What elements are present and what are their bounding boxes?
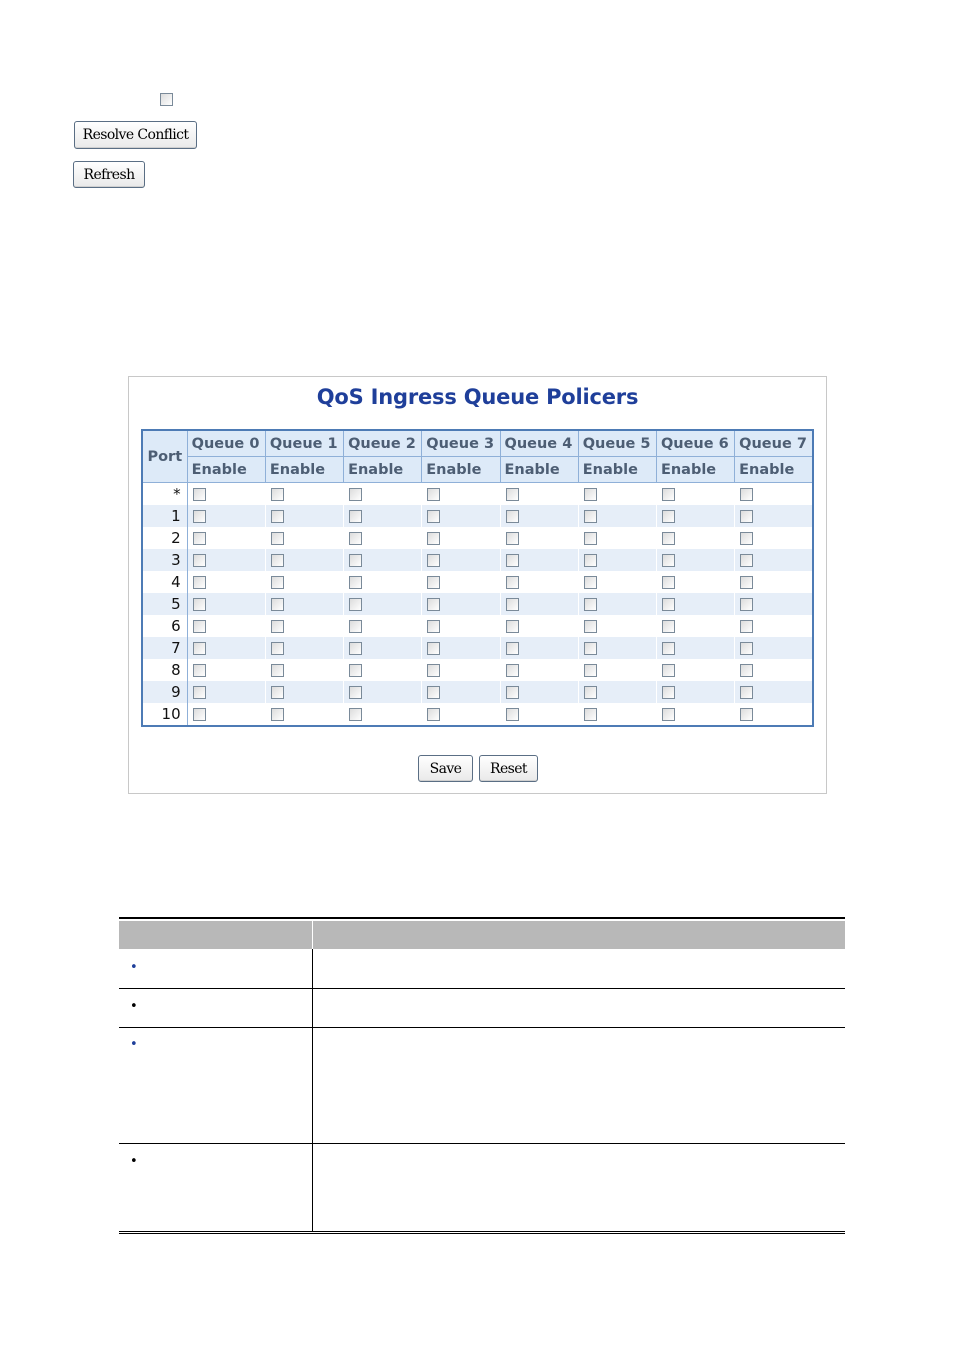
queue-3-enable-header: Enable (422, 457, 500, 483)
port-label: 3 (142, 549, 187, 571)
table-row (142, 703, 813, 726)
queue-enable-cell (265, 549, 343, 571)
queue-enable-cell (500, 571, 578, 593)
row-divider (119, 1027, 845, 1028)
queue-enable-cell (735, 593, 813, 615)
queue-enable-cell (735, 703, 813, 726)
queue-enable-cell (500, 659, 578, 681)
column-divider (312, 949, 313, 1232)
table-row (142, 505, 813, 527)
queue-enable-cell (578, 615, 656, 637)
queue-enable-cell (265, 571, 343, 593)
queue-5-enable-checkbox[interactable] (584, 708, 597, 721)
queue-enable-cell (344, 681, 422, 703)
queue-3-enable-checkbox[interactable] (427, 620, 440, 633)
queue-1-enable-checkbox[interactable] (271, 664, 284, 677)
queue-enable-cell (422, 549, 500, 571)
queue-5-enable-checkbox[interactable] (584, 598, 597, 611)
queue-4-enable-checkbox[interactable] (506, 642, 519, 655)
queue-enable-cell (422, 637, 500, 659)
queue-3-enable-checkbox[interactable] (427, 686, 440, 699)
queue-0-enable-checkbox[interactable] (193, 664, 206, 677)
queue-enable-cell (500, 483, 578, 506)
queue-enable-cell (265, 505, 343, 527)
queue-enable-cell (422, 659, 500, 681)
port-label: 6 (142, 615, 187, 637)
queue-enable-cell (265, 527, 343, 549)
bullet-icon: • (130, 960, 138, 975)
queue-enable-cell (735, 637, 813, 659)
queue-1-enable-checkbox[interactable] (271, 488, 284, 501)
queue-enable-cell (187, 659, 265, 681)
queue-7-header: Queue 7 (735, 430, 813, 457)
table-bottom-rule (119, 1231, 845, 1234)
queue-enable-cell (344, 571, 422, 593)
queue-enable-cell (344, 659, 422, 681)
port-label: 9 (142, 681, 187, 703)
queue-5-enable-checkbox[interactable] (584, 488, 597, 501)
queue-enable-cell (422, 483, 500, 506)
bullet-icon: • (130, 1037, 138, 1052)
queue-7-enable-checkbox[interactable] (740, 488, 753, 501)
queue-enable-cell (187, 703, 265, 726)
queue-enable-cell (265, 659, 343, 681)
queue-3-header: Queue 3 (422, 430, 500, 457)
queue-1-enable-checkbox[interactable] (271, 642, 284, 655)
queue-enable-cell (344, 615, 422, 637)
queue-7-enable-checkbox[interactable] (740, 642, 753, 655)
queue-2-enable-checkbox[interactable] (349, 598, 362, 611)
table-row (142, 659, 813, 681)
queue-2-enable-checkbox[interactable] (349, 488, 362, 501)
queue-enable-cell (422, 615, 500, 637)
queue-5-enable-checkbox[interactable] (584, 620, 597, 633)
queue-6-enable-checkbox[interactable] (662, 620, 675, 633)
queue-3-enable-checkbox[interactable] (427, 598, 440, 611)
queue-enable-cell (422, 703, 500, 726)
queue-enable-cell (265, 483, 343, 506)
queue-enable-cell (656, 483, 734, 506)
queue-enable-cell (344, 703, 422, 726)
queue-enable-cell (422, 593, 500, 615)
queue-enable-cell (187, 593, 265, 615)
queue-0-enable-checkbox[interactable] (193, 620, 206, 633)
table-top-rule (119, 917, 845, 919)
queue-enable-cell (656, 593, 734, 615)
queue-4-enable-checkbox[interactable] (506, 554, 519, 567)
queue-3-enable-checkbox[interactable] (427, 510, 440, 523)
table-row (142, 681, 813, 703)
queue-7-enable-checkbox[interactable] (740, 708, 753, 721)
refresh-button[interactable]: Refresh (73, 161, 145, 188)
queue-enable-cell (500, 703, 578, 726)
queue-enable-cell (422, 571, 500, 593)
queue-7-enable-checkbox[interactable] (740, 664, 753, 677)
queue-enable-cell (344, 505, 422, 527)
queue-1-enable-checkbox[interactable] (271, 532, 284, 545)
queue-5-enable-checkbox[interactable] (584, 642, 597, 655)
queue-enable-cell (265, 637, 343, 659)
queue-enable-cell (187, 527, 265, 549)
queue-6-enable-header: Enable (656, 457, 734, 483)
queue-enable-cell (500, 615, 578, 637)
queue-0-enable-checkbox[interactable] (193, 708, 206, 721)
queue-enable-cell (187, 681, 265, 703)
queue-enable-cell (344, 549, 422, 571)
queue-4-header: Queue 4 (500, 430, 578, 457)
row-divider (119, 1143, 845, 1144)
queue-0-enable-header: Enable (187, 457, 265, 483)
queue-enable-cell (265, 593, 343, 615)
queue-3-enable-checkbox[interactable] (427, 708, 440, 721)
table-row (142, 571, 813, 593)
queue-0-enable-checkbox[interactable] (193, 642, 206, 655)
queue-6-enable-checkbox[interactable] (662, 598, 675, 611)
queue-4-enable-checkbox[interactable] (506, 576, 519, 589)
queue-4-enable-checkbox[interactable] (506, 488, 519, 501)
queue-enable-cell (187, 549, 265, 571)
queue-3-enable-checkbox[interactable] (427, 532, 440, 545)
queue-enable-cell (344, 483, 422, 506)
queue-enable-cell (187, 571, 265, 593)
queue-1-enable-checkbox[interactable] (271, 620, 284, 633)
queue-enable-cell (344, 527, 422, 549)
queue-5-enable-checkbox[interactable] (584, 554, 597, 567)
queue-2-enable-header: Enable (344, 457, 422, 483)
queue-0-enable-checkbox[interactable] (193, 598, 206, 611)
queue-enable-cell (578, 527, 656, 549)
queue-2-enable-checkbox[interactable] (349, 510, 362, 523)
queue-0-enable-checkbox[interactable] (193, 532, 206, 545)
queue-0-enable-checkbox[interactable] (193, 510, 206, 523)
queue-enable-cell (735, 681, 813, 703)
queue-enable-cell (735, 549, 813, 571)
queue-enable-cell (656, 703, 734, 726)
queue-4-enable-checkbox[interactable] (506, 620, 519, 633)
queue-enable-cell (656, 527, 734, 549)
reset-button[interactable]: Reset (479, 755, 538, 782)
queue-6-enable-checkbox[interactable] (662, 554, 675, 567)
queue-7-enable-checkbox[interactable] (740, 554, 753, 567)
port-label: 8 (142, 659, 187, 681)
queue-6-enable-checkbox[interactable] (662, 686, 675, 699)
panel-title: QoS Ingress Queue Policers (316, 385, 639, 409)
queue-5-header: Queue 5 (578, 430, 656, 457)
port-label: 10 (142, 703, 187, 726)
queue-4-enable-checkbox[interactable] (506, 598, 519, 611)
queue-enable-cell (265, 681, 343, 703)
queue-4-enable-checkbox[interactable] (506, 708, 519, 721)
queue-7-enable-checkbox[interactable] (740, 598, 753, 611)
description-table (119, 917, 845, 1235)
queue-6-enable-checkbox[interactable] (662, 488, 675, 501)
queue-1-enable-checkbox[interactable] (271, 554, 284, 567)
queue-enable-cell (422, 681, 500, 703)
bullet-icon: • (130, 999, 138, 1014)
queue-enable-cell (656, 681, 734, 703)
queue-enable-cell (578, 483, 656, 506)
queue-enable-cell (187, 637, 265, 659)
queue-enable-cell (422, 505, 500, 527)
queue-0-enable-checkbox[interactable] (193, 686, 206, 699)
queue-0-enable-checkbox[interactable] (193, 576, 206, 589)
queue-6-enable-checkbox[interactable] (662, 708, 675, 721)
table-row (142, 637, 813, 659)
queue-enable-cell (265, 615, 343, 637)
queue-6-enable-checkbox[interactable] (662, 510, 675, 523)
queue-enable-cell (500, 637, 578, 659)
queue-enable-cell (500, 593, 578, 615)
port-label: 2 (142, 527, 187, 549)
queue-2-enable-checkbox[interactable] (349, 620, 362, 633)
queue-enable-cell (578, 505, 656, 527)
bullet-icon: • (130, 1154, 138, 1169)
queue-6-enable-checkbox[interactable] (662, 576, 675, 589)
queue-enable-cell (656, 637, 734, 659)
port-label: 1 (142, 505, 187, 527)
queue-1-enable-checkbox[interactable] (271, 686, 284, 699)
queue-7-enable-checkbox[interactable] (740, 576, 753, 589)
queue-enable-cell (578, 637, 656, 659)
table-row (142, 549, 813, 571)
conflict-checkbox[interactable] (160, 93, 173, 106)
queue-enable-cell (656, 505, 734, 527)
queue-enable-cell (265, 703, 343, 726)
queue-enable-cell (187, 505, 265, 527)
port-label: 4 (142, 571, 187, 593)
queue-2-enable-checkbox[interactable] (349, 554, 362, 567)
queue-enable-cell (500, 681, 578, 703)
queue-5-enable-checkbox[interactable] (584, 664, 597, 677)
queue-3-enable-checkbox[interactable] (427, 488, 440, 501)
save-button[interactable]: Save (418, 755, 473, 782)
queue-4-enable-checkbox[interactable] (506, 532, 519, 545)
queue-enable-cell (344, 593, 422, 615)
queue-1-header: Queue 1 (265, 430, 343, 457)
port-label: 5 (142, 593, 187, 615)
queue-enable-cell (187, 483, 265, 506)
queue-enable-cell (344, 637, 422, 659)
queue-enable-cell (735, 659, 813, 681)
queue-enable-cell (422, 527, 500, 549)
queue-3-enable-checkbox[interactable] (427, 664, 440, 677)
queue-enable-cell (500, 549, 578, 571)
queue-enable-cell (735, 571, 813, 593)
queue-0-enable-checkbox[interactable] (193, 488, 206, 501)
queue-3-enable-checkbox[interactable] (427, 576, 440, 589)
queue-6-enable-checkbox[interactable] (662, 664, 675, 677)
queue-enable-cell (735, 483, 813, 506)
queue-5-enable-checkbox[interactable] (584, 510, 597, 523)
queue-2-enable-checkbox[interactable] (349, 532, 362, 545)
table-row (142, 483, 813, 506)
queue-7-enable-checkbox[interactable] (740, 620, 753, 633)
queue-7-enable-header: Enable (735, 457, 813, 483)
queue-enable-cell (656, 659, 734, 681)
table-row (142, 527, 813, 549)
queue-6-enable-checkbox[interactable] (662, 532, 675, 545)
queue-enable-cell (500, 505, 578, 527)
port-label: * (142, 483, 187, 506)
queue-1-enable-checkbox[interactable] (271, 708, 284, 721)
queue-policer-table (141, 429, 814, 727)
queue-enable-cell (500, 527, 578, 549)
queue-enable-cell (578, 549, 656, 571)
resolve-conflict-button[interactable]: Resolve Conflict (74, 121, 197, 149)
queue-2-enable-checkbox[interactable] (349, 686, 362, 699)
queue-5-enable-checkbox[interactable] (584, 686, 597, 699)
queue-1-enable-checkbox[interactable] (271, 576, 284, 589)
queue-2-enable-checkbox[interactable] (349, 576, 362, 589)
queue-1-enable-checkbox[interactable] (271, 510, 284, 523)
queue-5-enable-checkbox[interactable] (584, 576, 597, 589)
queue-enable-cell (735, 505, 813, 527)
queue-enable-cell (656, 571, 734, 593)
queue-6-header: Queue 6 (656, 430, 734, 457)
queue-enable-cell (578, 659, 656, 681)
queue-enable-cell (578, 571, 656, 593)
queue-enable-cell (578, 593, 656, 615)
queue-6-enable-checkbox[interactable] (662, 642, 675, 655)
queue-enable-cell (656, 549, 734, 571)
queue-2-header: Queue 2 (344, 430, 422, 457)
qos-ingress-queue-policers-panel (128, 376, 827, 794)
queue-5-enable-header: Enable (578, 457, 656, 483)
queue-3-enable-checkbox[interactable] (427, 642, 440, 655)
queue-2-enable-checkbox[interactable] (349, 708, 362, 721)
header-divider (312, 921, 313, 949)
queue-1-enable-checkbox[interactable] (271, 598, 284, 611)
queue-3-enable-checkbox[interactable] (427, 554, 440, 567)
queue-0-header: Queue 0 (187, 430, 265, 457)
queue-7-enable-checkbox[interactable] (740, 532, 753, 545)
queue-4-enable-checkbox[interactable] (506, 686, 519, 699)
queue-enable-cell (578, 681, 656, 703)
port-column-header: Port (142, 430, 187, 483)
queue-7-enable-checkbox[interactable] (740, 686, 753, 699)
queue-4-enable-header: Enable (500, 457, 578, 483)
queue-5-enable-checkbox[interactable] (584, 532, 597, 545)
queue-enable-cell (187, 615, 265, 637)
queue-2-enable-checkbox[interactable] (349, 642, 362, 655)
table-row (142, 593, 813, 615)
queue-4-enable-checkbox[interactable] (506, 664, 519, 677)
queue-enable-cell (735, 615, 813, 637)
table-row (142, 615, 813, 637)
queue-0-enable-checkbox[interactable] (193, 554, 206, 567)
description-header-row (119, 921, 845, 949)
row-divider (119, 988, 845, 989)
queue-7-enable-checkbox[interactable] (740, 510, 753, 523)
queue-enable-cell (735, 527, 813, 549)
queue-enable-cell (656, 615, 734, 637)
queue-1-enable-header: Enable (265, 457, 343, 483)
queue-4-enable-checkbox[interactable] (506, 510, 519, 523)
queue-2-enable-checkbox[interactable] (349, 664, 362, 677)
queue-enable-cell (578, 703, 656, 726)
port-label: 7 (142, 637, 187, 659)
